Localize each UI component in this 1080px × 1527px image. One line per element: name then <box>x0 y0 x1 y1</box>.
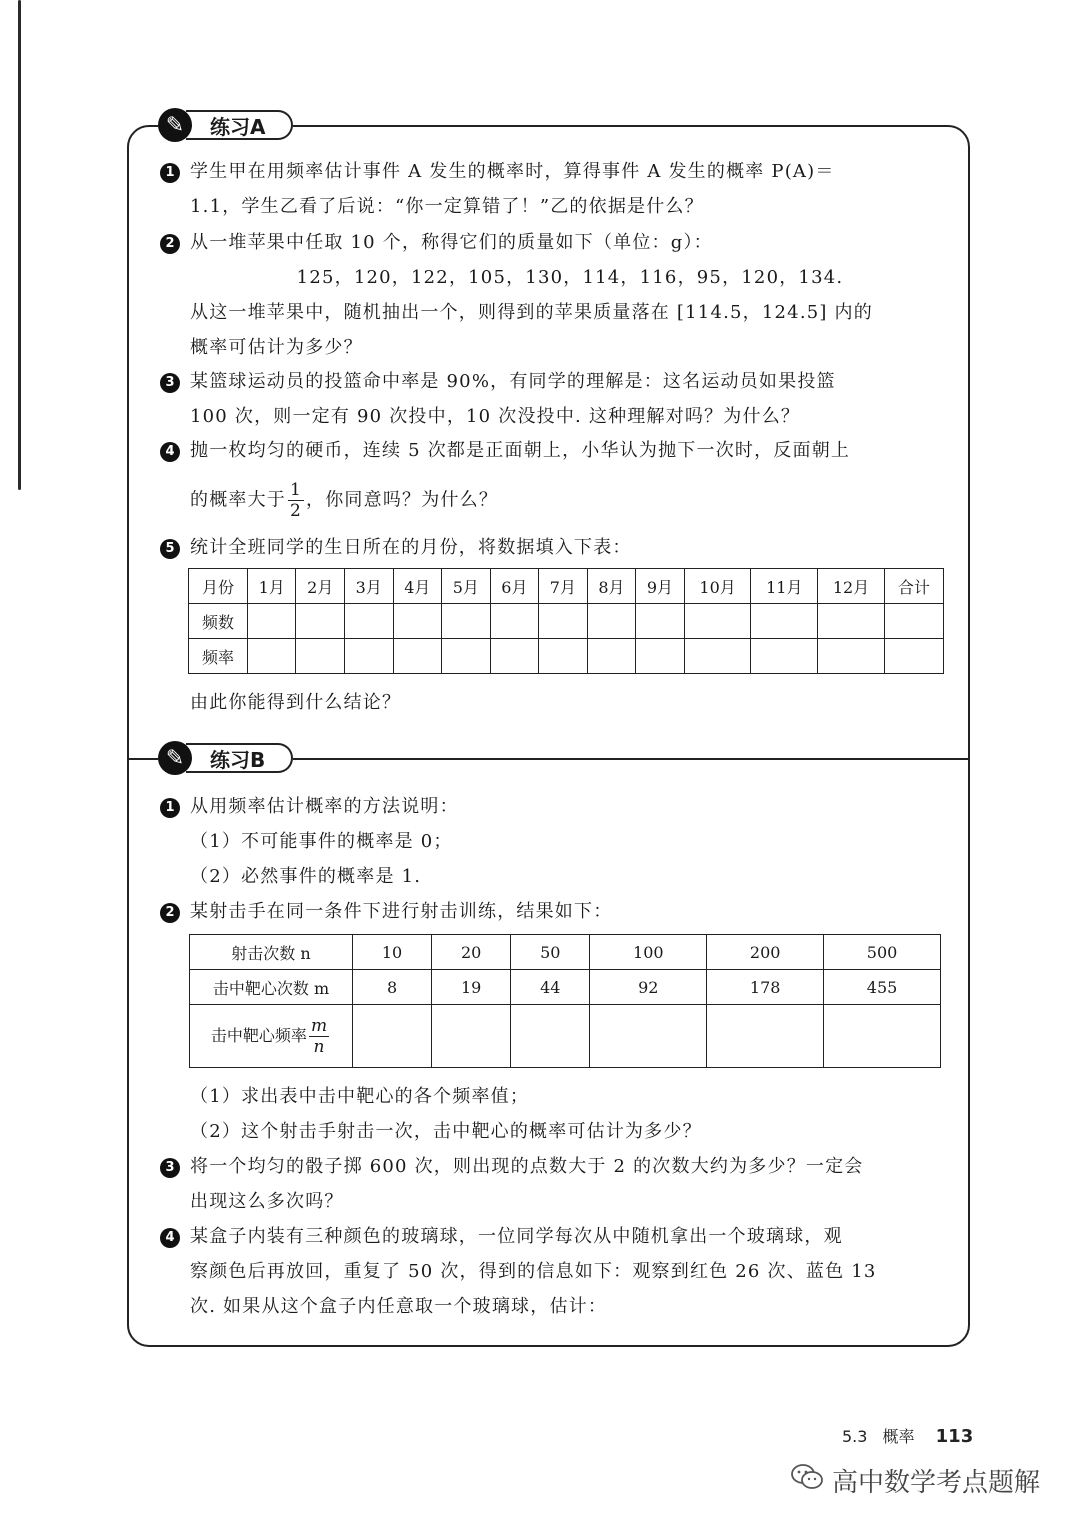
fraction-m-over-n: $\frac{m}{n}$ <box>310 1015 328 1057</box>
question-number: 2 <box>160 903 180 923</box>
table-row <box>189 639 944 674</box>
fraction-one-half: $\frac{1}{2}$ <box>290 480 303 521</box>
exercise-a1 <box>160 154 950 224</box>
exercise-a5-conclusion <box>160 685 950 720</box>
question-text: 从用频率估计概率的方法说明： <box>190 796 459 817</box>
watermark-text: 高中数学考点题解 <box>832 1468 1041 1498</box>
row-label-text: 击中靶心频率 <box>210 1025 307 1045</box>
question-number: 3 <box>160 373 180 393</box>
table-header-cell: 10月 <box>684 569 751 604</box>
exercise-a3 <box>160 364 950 434</box>
question-text: 察颜色后再放回，重复了 50 次，得到的信息如下：观察到红色 26 次、蓝色 13 <box>190 1261 877 1282</box>
section-b-title: 练习B <box>186 743 293 773</box>
question-text: 的概率大于 <box>190 489 286 511</box>
question-text: 从这一堆苹果中，随机抽出一个，则得到的苹果质量落在 [114.5，124.5] 内的 <box>190 302 873 323</box>
question-number: 1 <box>160 798 180 818</box>
table-cell: 500 <box>824 935 941 970</box>
table-cell: 10 <box>353 935 432 970</box>
exercise-b3 <box>160 1149 950 1219</box>
page-footer <box>842 1424 973 1447</box>
exercise-b4 <box>160 1219 950 1324</box>
table-header-cell: 3月 <box>345 569 394 604</box>
table-header-cell: 5月 <box>442 569 491 604</box>
question-text: 统计全班同学的生日所在的月份，将数据填入下表： <box>190 537 632 558</box>
exercise-a2 <box>160 225 950 365</box>
table-cell: 178 <box>707 970 824 1005</box>
table-row-label: 频数 <box>189 604 248 639</box>
question-subitem: （1）不可能事件的概率是 0； <box>190 831 453 852</box>
table-row <box>190 970 941 1005</box>
pencil-icon: ✎ <box>158 108 192 142</box>
table-header-cell: 月份 <box>189 569 248 604</box>
watermark <box>790 1462 1040 1499</box>
table-cell: 92 <box>590 970 707 1005</box>
table-header-cell: 6月 <box>490 569 539 604</box>
table-header-cell: 4月 <box>393 569 442 604</box>
question-subitem: （2）这个射击手射击一次，击中靶心的概率可估计为多少？ <box>190 1121 702 1142</box>
section-number: 5.3 <box>842 1427 868 1446</box>
section-a-label <box>158 108 293 142</box>
table-header-cell: 12月 <box>818 569 885 604</box>
table-cell: 455 <box>824 970 941 1005</box>
table-header-cell: 8月 <box>587 569 636 604</box>
question-number: 3 <box>160 1158 180 1178</box>
pencil-icon: ✎ <box>158 741 192 775</box>
question-text: 次. 如果从这个盒子内任意取一个玻璃球，估计： <box>190 1296 608 1317</box>
table-row <box>190 1005 941 1068</box>
wechat-icon <box>790 1462 824 1499</box>
table-header-cell: 2月 <box>296 569 345 604</box>
question-text: 概率可估计为多少？ <box>190 337 363 358</box>
section-b-label <box>158 741 293 775</box>
table-cell: 19 <box>432 970 511 1005</box>
question-text: 由此你能得到什么结论？ <box>190 692 402 713</box>
table-cell: 200 <box>707 935 824 970</box>
exercise-b1 <box>160 789 950 894</box>
binding-line <box>18 0 21 490</box>
question-number: 1 <box>160 163 180 183</box>
table-row <box>189 604 944 639</box>
question-number: 2 <box>160 234 180 254</box>
shooting-table <box>189 934 941 1068</box>
table-cell: 8 <box>353 970 432 1005</box>
question-text: 1.1，学生乙看了后说：“你一定算错了！”乙的依据是什么？ <box>190 196 704 217</box>
exercise-b2-subitems <box>160 1079 950 1149</box>
question-text: ，你同意吗？为什么？ <box>306 489 499 511</box>
question-text: 抛一枚均匀的硬币，连续 5 次都是正面朝上，小华认为抛下一次时，反面朝上 <box>190 440 851 461</box>
page-number: 113 <box>935 1426 974 1447</box>
question-text: 某篮球运动员的投篮命中率是 90%，有同学的理解是：这名运动员如果投篮 <box>190 371 836 392</box>
question-text: 学生甲在用频率估计事件 A 发生的概率时，算得事件 A 发生的概率 P(A)＝ <box>190 161 835 182</box>
table-cell: 100 <box>590 935 707 970</box>
apple-weight-data: 125，120，122，105，130，114，116，95，120，134. <box>296 267 844 288</box>
question-subitem: （2）必然事件的概率是 1. <box>190 866 422 887</box>
table-cell: 44 <box>511 970 590 1005</box>
section-title: 概率 <box>882 1427 915 1446</box>
birthday-month-table <box>188 568 944 674</box>
table-row <box>190 935 941 970</box>
table-header-cell: 11月 <box>751 569 818 604</box>
question-text: 从一堆苹果中任取 10 个，称得它们的质量如下（单位：g）： <box>190 232 713 253</box>
table-header-cell: 合计 <box>884 569 943 604</box>
table-cell: 20 <box>432 935 511 970</box>
table-header-cell: 9月 <box>636 569 685 604</box>
table-header-row <box>189 569 944 604</box>
question-text: 100 次，则一定有 90 次投中，10 次没投中. 这种理解对吗？为什么？ <box>190 406 801 427</box>
question-subitem: （1）求出表中击中靶心的各个频率值； <box>190 1086 530 1107</box>
table-cell: 50 <box>511 935 590 970</box>
question-text: 出现这么多次吗？ <box>190 1191 344 1212</box>
table-header-cell: 1月 <box>247 569 296 604</box>
table-header-cell: 7月 <box>539 569 588 604</box>
question-text: 某射击手在同一条件下进行射击训练，结果如下： <box>190 901 613 922</box>
exercise-a4 <box>160 433 950 521</box>
table-row-label: 击中靶心次数 m <box>190 970 353 1005</box>
question-text: 将一个均匀的骰子掷 600 次，则出现的点数大于 2 的次数大约为多少？一定会 <box>190 1156 864 1177</box>
table-row-label: 频率 <box>189 639 248 674</box>
section-a-title: 练习A <box>186 110 293 140</box>
question-number: 5 <box>160 539 180 559</box>
question-number: 4 <box>160 442 180 462</box>
table-row-label: 射击次数 n <box>190 935 353 970</box>
question-number: 4 <box>160 1228 180 1248</box>
exercise-a5 <box>160 530 950 565</box>
question-text: 某盒子内装有三种颜色的玻璃球，一位同学每次从中随机拿出一个玻璃球，观 <box>190 1226 843 1247</box>
table-row-label <box>190 1005 353 1068</box>
exercise-b2 <box>160 894 950 929</box>
